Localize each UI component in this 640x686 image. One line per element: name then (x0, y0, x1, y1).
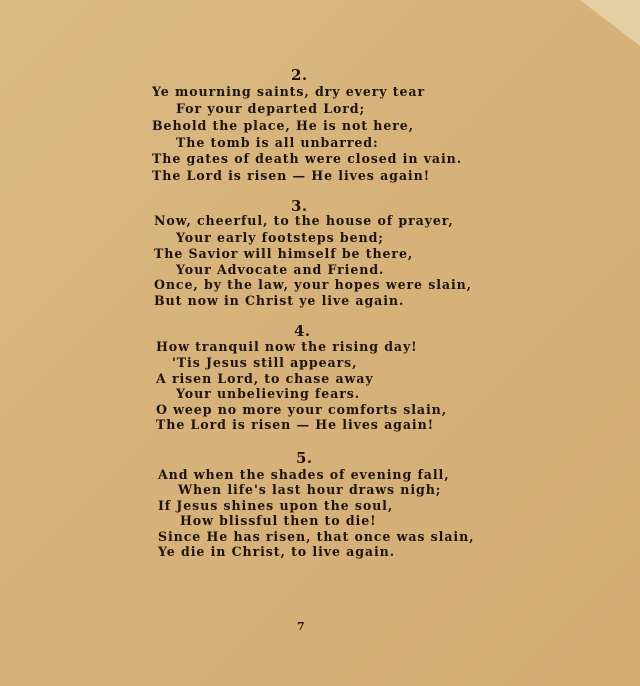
verse-line: Your Advocate and Friend. (176, 262, 385, 277)
verse-line: The Savior will himself be there, (154, 246, 414, 261)
verse-line: Ye mourning saints, dry every tear (152, 84, 426, 99)
page-number: 7 (297, 620, 305, 633)
verse-line: Ye die in Christ, to live again. (158, 544, 396, 559)
verse-line: How tranquil now the rising day! (156, 339, 418, 354)
verse-line: If Jesus shines upon the soul, (158, 498, 394, 513)
verse-line: Since He has risen, that once was slain, (158, 529, 475, 544)
verse-line: Your early footsteps bend; (176, 230, 384, 245)
verse-line: For your departed Lord; (176, 101, 366, 116)
verse-line: Your unbelieving fears. (176, 386, 361, 401)
stanza-number: 2. (291, 66, 308, 84)
verse-line: When life's last hour draws nigh; (178, 482, 442, 497)
folded-corner (580, 0, 640, 46)
verse-line: The Lord is risen — He lives again! (156, 417, 435, 432)
verse-line: But now in Christ ye live again. (154, 293, 405, 308)
verse-line: The Lord is risen — He lives again! (152, 168, 431, 183)
verse-line: Once, by the law, your hopes were slain, (154, 277, 472, 292)
stanza-number: 4. (294, 322, 311, 340)
verse-line: The gates of death were closed in vain. (152, 151, 462, 166)
verse-line: The tomb is all unbarred: (176, 135, 379, 150)
verse-line: A risen Lord, to chase away (156, 371, 374, 386)
stanza-number: 3. (291, 197, 308, 215)
verse-line: Now, cheerful, to the house of prayer, (154, 213, 454, 228)
verse-line: O weep no more your comforts slain, (156, 402, 447, 417)
verse-line: How blissful then to die! (180, 513, 377, 528)
stanza-number: 5. (296, 449, 313, 467)
verse-line: 'Tis Jesus still appears, (172, 355, 358, 370)
verse-line: And when the shades of evening fall, (158, 467, 450, 482)
verse-line: Behold the place, He is not here, (152, 118, 414, 133)
